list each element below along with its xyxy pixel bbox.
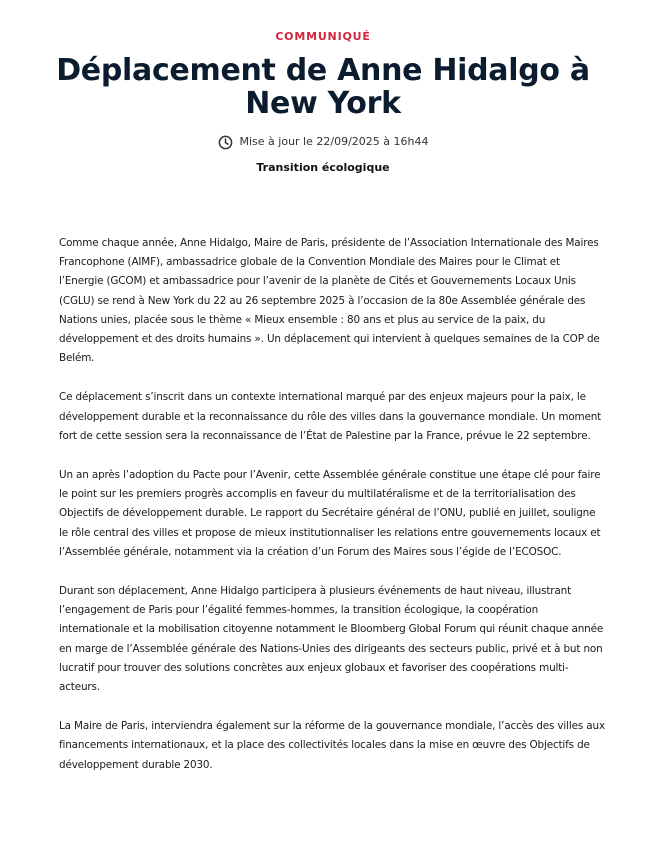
update-info [0, 134, 646, 150]
clock-icon [218, 135, 233, 150]
paragraph: Un an après l’adoption du Pacte pour l’Avenir, cette Assemblée générale constitue une étape clé pour faire le point sur les premiers progrès accomplis en faveur du multilatéralisme et de la territorialisation des Objectifs de développement durable. Le rapport du Secrétaire général de l’ONU, publié en juillet, souligne le rôle central des villes et propose de mieux institutionnaliser les relations entre gouvernements locaux et l’Assemblée générale, notamment via la création d’un Forum des Maires sous l’égide de l’ECOSOC. [59, 469, 601, 558]
article-header [0, 0, 646, 176]
update-date: Mise à jour le 22/09/2025 à 16h44 [239, 135, 429, 148]
page-title: Déplacement de Anne Hidalgo à New York [56, 53, 590, 121]
paragraph: Durant son déplacement, Anne Hidalgo participera à plusieurs événements de haut niveau, illustrant l’engagement de Paris pour l’égalité femmes-hommes, la transition écologique, la coopération internationale et la mobilisation citoyenne notamment le Bloomberg Global Forum qui réunit chaque année en marge de l’Assemblée générale des Nations-Unies des dirigeants des secteurs public, privé et à but non lucratif pour trouver des solutions concrètes aux enjeux globaux et favoriser des coopérations multi-acteurs. [59, 585, 604, 694]
paragraph: La Maire de Paris, interviendra également sur la réforme de la gouvernance mondiale, l’accès des villes aux financements internationaux, et la place des collectivités locales dans la mise en œuvre des Objectifs de développement durable 2030. [59, 720, 605, 771]
category-label: COMMUNIQUÉ [275, 30, 371, 43]
theme-tag[interactable]: Transition écologique [256, 161, 390, 174]
paragraph: Ce déplacement s’inscrit dans un contexte international marqué par des enjeux majeurs pour la paix, le développement durable et la reconnaissance du rôle des villes dans la gouvernance mondiale. Un moment fort de cette session sera la reconnaissance de l’État de Palestine par la France, prévue le 22 septembre. [59, 391, 602, 442]
paragraph: Comme chaque année, Anne Hidalgo, Maire de Paris, présidente de l’Association Internationale des Maires Francophone (AIMF), ambassadrice globale de la Convention Mondiale des Maires pour le Climat et l’Energie (GCOM) et ambassadrice pour l’avenir de la planète de Cités et Gouvernements Locaux Unis (CGLU) se rend à New York du 22 au 26 septembre 2025 à l’occasion de la 80e Assemblée générale des Nations unies, placée sous le thème « Mieux ensemble : 80 ans et plus au service de la paix, du développement et des droits humains ». Un déplacement qui intervient à quelques semaines de la COP de Belém. [59, 237, 600, 365]
article-body [59, 234, 605, 795]
